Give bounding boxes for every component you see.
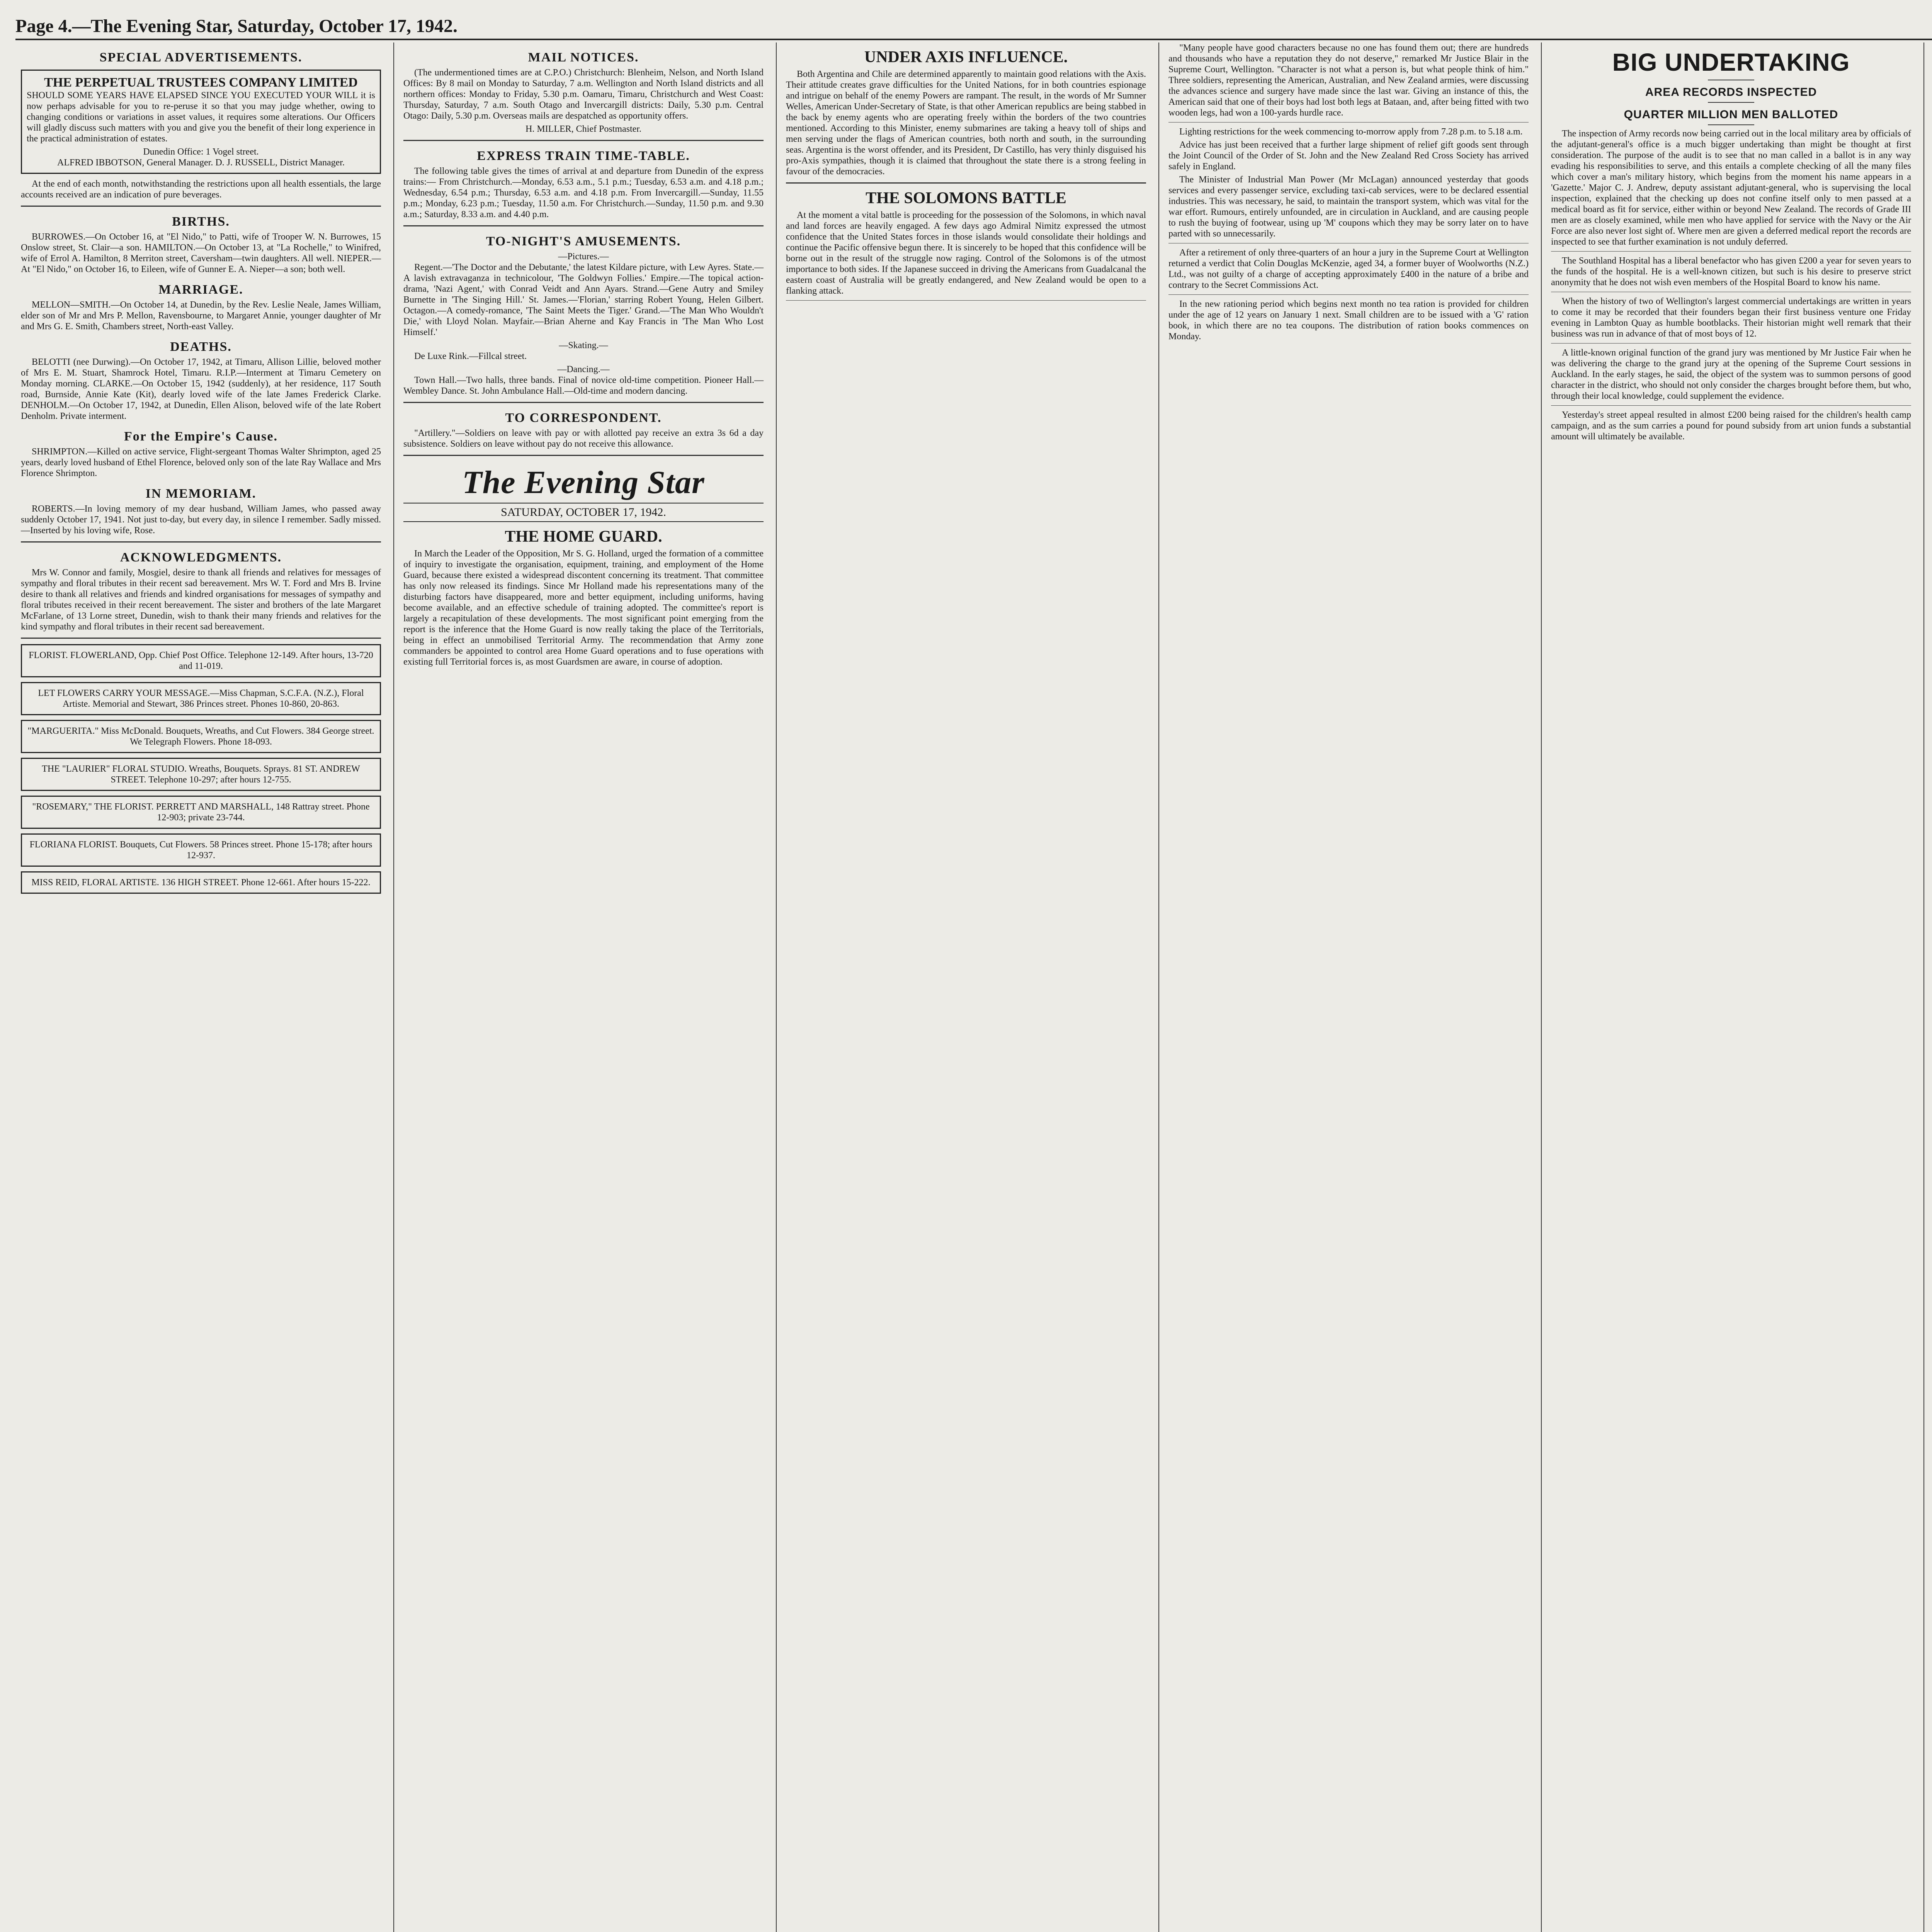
trustees-advertisement	[21, 70, 381, 174]
street-appeal-note: Yesterday's street appeal resulted in almost £200 being raised for the children's health camp campaign, and as the sum carries a pound for pound subsidy from art union funds a substantial amount will ultimately be available.	[1551, 410, 1911, 442]
florist-ad-rosemary: "ROSEMARY," THE FLORIST. PERRETT AND MARSHALL, 148 Rattray street. Phone 12-903; private 23-744.	[21, 796, 381, 829]
marriage-heading: MARRIAGE.	[158, 282, 243, 297]
deaths-heading: DEATHS.	[170, 340, 232, 354]
lighting-note: Lighting restrictions for the week commencing to-morrow apply from 7.28 p.m. to 5.18 a.m.	[1179, 127, 1523, 137]
home-guard-text: In March the Leader of the Opposition, Mr S. G. Holland, urged the formation of a committee of inquiry to investigate the organisation, equipment, training, and employment of the Home Guard, because there existed a widespread discontent concerning its treatment. That committee has only now released its findings. Since Mr Holland made his representations many of the disturbing factors have disappeared, more and better equipment, including uniforms, having become available, and an effective schedule of training adopted. The committee's report is largely a recapitulation of these developments. The most significant point emerging from the report is the inference that the Home Guard is now really taking the place of the Territorials, being in effect an unmobilised Territorial Army. The recommendation that Army zone commanders be appointed to control area Home Guard operations and to fuse operations with existing full Territorial forces is, as most Guardsmen are aware, in course of adoption.	[403, 549, 764, 667]
masthead: The Evening Star	[462, 464, 705, 500]
area-records-subheading: AREA RECORDS INSPECTED	[1645, 86, 1817, 99]
character-note: "Many people have good characters because no one has found them out; there are hundreds and thousands who have a reputation they do not deserve," remarked Mr Justice Blair in the Supreme Court, Wellington. "Character is not what a person is, but what people think of him." Three soldiers, representing the American, Australian, and New Zealand armies, were discussing the advances science and surgery have made since the last war. Giving an instance of this, the American said that one of their boys had lost both legs at Bataan, and, after being fitted with two wooden legs, had won a 100-yards hurdle race.	[1168, 43, 1529, 118]
mail-signature: H. MILLER, Chief Postmaster.	[526, 124, 641, 134]
train-heading: EXPRESS TRAIN TIME-TABLE.	[477, 149, 690, 163]
births-heading: BIRTHS.	[172, 214, 230, 229]
column-notices-editorial	[398, 43, 769, 1932]
florist-ad-floriana: FLORIANA FLORIST. Bouquets, Cut Flowers. 58 Princes street. Phone 15-178; after hours 12-937.	[21, 833, 381, 867]
births-text: BURROWES.—On October 16, at "El Nido," to Patti, wife of Trooper W. N. Burrowes, 15 Onslow street, St. Clair—a son. HAMILTON.—On October 13, at "La Rochelle," to Winifred, wife of Errol A. Hamilton, 8 Merriton street, Caversham—twin daughters. All well. NIEPER.—At "El Nido," on October 16, to Eileen, wife of Gunner E. A. Nieper—a son; both well.	[21, 232, 381, 274]
marriage-text: MELLON—SMITH.—On October 14, at Dunedin, by the Rev. Leslie Neale, James William, elder son of Mr and Mrs P. Mellon, Ravensbourne, to Margaret Annie, younger daughter of Mr and Mrs G. E. Smith, Chambers street, North-east Valley.	[21, 300, 381, 332]
column-rule	[1541, 43, 1542, 1932]
amusements-heading: TO-NIGHT'S AMUSEMENTS.	[486, 234, 681, 248]
big-undertaking-heading: BIG UNDERTAKING	[1612, 48, 1850, 76]
train-text: The following table gives the times of arrival at and departure from Dunedin of the express trains:— From Christchurch.—Monday, 6.53 a.m., 5.1 p.m.; Tuesday, 6.53 a.m. and 4.18 p.m.; Wednesday, 6.54 p.m.; Thursday, 6.53 a.m. and 4.18 p.m. From Invercargill.—Sunday, 11.55 p.m.; Monday, 6.23 p.m.; Tuesday, 11.50 a.m. For Christchurch.—Sunday, 11.50 p.m. and 9.30 a.m.; Saturday, 8.33 a.m. and 4.40 p.m.	[403, 166, 764, 219]
trustees-title: THE PERPETUAL TRUSTEES COMPANY LIMITED	[44, 75, 358, 90]
florist-ad-laurier: THE "LAURIER" FLORAL STUDIO. Wreaths, Bouquets. Sprays. 81 ST. ANDREW STREET. Telephone 10-297; after hours 12-755.	[21, 758, 381, 791]
big-undertaking-text: The inspection of Army records now being carried out in the local military area by officials of the adjutant-general's office is a much bigger undertaking than might be thought at first consideration. The purpose of the audit is to see that no man called in a ballot is in any way evading his responsibilities to serve, and this entails a complete checking of all the many files which cover a man's military history, which begins from the moment his name appears in a 'Gazette.' Major C. J. Andrew, deputy assistant adjutant-general, who is supervising the local inspection, explained that the checking up does not confine itself only to men passed at a medical board as fit for service, either within or beyond New Zealand. The records of Grade III men are as closely examined, while men who have applied for service with the Navy or the Air Force are also never lost sight of. Where men are given a deferred medical report the records are inspected to see that further examination is not unduly deferred.	[1551, 129, 1911, 247]
notice-text: At the end of each month, notwithstanding the restrictions upon all health essentials, the large accounts received are an indication of pure beverages.	[21, 179, 381, 200]
rationing-note: In the new rationing period which begins next month no tea ration is provided for children under the age of 12 years on January 1 next. Small children are to be issued with a 'G' ration book, in which there are no tea coupons. The distribution of ration books commences on Monday.	[1168, 299, 1529, 342]
florist-ad-marguerita: "MARGUERITA." Miss McDonald. Bouquets, Wreaths, and Cut Flowers. 384 George street. We Telegraph Flowers. Phone 18-093.	[21, 720, 381, 753]
dancing-text: Town Hall.—Two halls, three bands. Final of novice old-time competition. Pioneer Hall.—Wembley Dance. St. John Ambulance Hall.—Old-time and modern dancing.	[403, 375, 764, 396]
bootblacks-note: When the history of two of Wellington's largest commercial undertakings are written in years to come it may be recorded that their founders began their first business venture one Friday evening in Lambton Quay as humble bootblacks. Their historian might well remark that their business was run in advance of that of most boys of 12.	[1551, 296, 1911, 339]
memoriam-heading: IN MEMORIAM.	[145, 486, 257, 501]
forces-heading: For the Empire's Cause.	[124, 429, 278, 444]
column-rule	[393, 43, 394, 1932]
skating-text: De Luxe Rink.—Fillcal street.	[414, 351, 527, 361]
southland-note: The Southland Hospital has a liberal benefactor who has given £200 a year for seven years to the funds of the hospital. He is a well-known citizen, but such is his desire to preserve strict anonymity that he does not wish even members of the Hospital Board to know his name.	[1551, 256, 1911, 287]
solomons-text: At the moment a vital battle is proceeding for the possession of the Solomons, in which naval and land forces are heavily engaged. A few days ago Admiral Nimitz expressed the utmost confidence that the United States forces in those islands would consolidate their holdings and continue the Pacific offensive begun there. It is sincerely to be hoped that this confidence will be borne out in the result of the struggle now raging. Control of the Solomons is of the utmost importance to both sides. If the Japanese succeed in driving the Americans from Guadalcanal the eastern coast of Australia will be greatly endangered, and New Zealand would be open to a flanking attack.	[786, 210, 1146, 296]
correspondent-text: "Artillery."—Soldiers on leave with pay or with allotted pay receive an extra 3s 6d a day subsistence. Soldiers on leave without pay do not receive this allowance.	[403, 428, 764, 449]
column-editorials	[781, 43, 1151, 1932]
deaths-text: BELOTTI (nee Durwing).—On October 17, 1942, at Timaru, Allison Lillie, beloved mother of Mrs E. M. Stuart, Shamrock Hotel, Timaru. R.I.P.—Interment at Timaru Cemetery on Monday morning. CLARKE.—On October 15, 1942 (suddenly), at her residence, 117 South road, Burnside, Annie Kate (Kit), dearly loved wife of the late James Frederick Clarke. DENHOLM.—On October 17, 1942, at Dunedin, Ellen Alison, beloved wife of the late Robert Denholm. Private interment.	[21, 357, 381, 421]
trustees-office: Dunedin Office: 1 Vogel street.	[143, 147, 259, 157]
acknowledgments-heading: ACKNOWLEDGMENTS.	[120, 550, 282, 565]
dancing-heading: —Dancing.—	[557, 364, 610, 374]
mail-heading: MAIL NOTICES.	[528, 50, 639, 65]
home-guard-heading: THE HOME GUARD.	[505, 528, 662, 546]
pictures-text: Regent.—'The Doctor and the Debutante,' the latest Kildare picture, with Lew Ayres. State.—A lavish extravaganza in technicolour, 'The Goldwyn Follies.' Empire.—The topical action-drama, 'Nazi Agent,' with Conrad Veidt and Ann Ayars. Strand.—Gene Autry and Smiley Burnette in 'The Singing Hill.' St. James.—'Florian,' starring Robert Young, Helen Gilbert. Octagon.—A comedy-romance, 'The Saint Meets the Tiger.' Grand.—'The Man Who Wouldn't Die,' with Lloyd Nolan. Mayfair.—Brian Aherne and Kay Francis in 'The Man Who Lost Himself.'	[403, 262, 764, 337]
bribe-note: After a retirement of only three-quarters of an hour a jury in the Supreme Court at Wellington returned a verdict that Colin Douglas McKenzie, aged 34, a former buyer of Woolworths (N.Z.) Ltd., was not guilty of a charge of accepting approximately £400 in the nature of a bribe and contrary to the Secret Commissions Act.	[1168, 248, 1529, 290]
gift-note: Advice has just been received that a further large shipment of relief gift goods sent through the Joint Council of the Order of St. John and the New Zealand Red Cross Society has arrived safely in England.	[1168, 140, 1529, 172]
folio-text: Page 4.—The Evening Star, Saturday, October 17, 1942.	[15, 16, 458, 36]
manpower-note: The Minister of Industrial Man Power (Mr McLagan) announced yesterday that goods services and every passenger service, excluding taxi-cab services, were to be declared essential industries. This was necessary, he said, to maintain the transport system, which was vital for the war effort. Rumours, entirely unfounded, are in circulation in Auckland, and are causing people to rush the buying of footwear, using up 'M' coupons which they may be sorry later on to have parted with so unnecessarily.	[1168, 175, 1529, 239]
page-folio	[15, 15, 1932, 40]
florist-ad-flowerland: FLORIST. FLOWERLAND, Opp. Chief Post Office. Telephone 12-149. After hours, 13-720 and 11-019.	[21, 644, 381, 677]
column-right	[1928, 43, 1932, 1932]
correspondent-heading: TO CORRESPONDENT.	[505, 411, 662, 425]
section-title: SPECIAL ADVERTISEMENTS.	[99, 50, 303, 65]
trustees-body: SHOULD SOME YEARS HAVE ELAPSED SINCE YOU EXECUTED YOUR WILL it is now perhaps advisable for you to re-peruse it so that you may judge whether, owing to changing conditions or variations in asset values, it requires some alterations. Our Officers will gladly discuss such matters with you and give you the benefit of their long experience in the practical administration of estates.	[27, 90, 375, 144]
trustees-manager: ALFRED IBBOTSON, General Manager. D. J. RUSSELL, District Manager.	[57, 158, 345, 168]
quarter-million-subheading: QUARTER MILLION MEN BALLOTED	[1624, 108, 1838, 121]
grand-jury-note: A little-known original function of the grand jury was mentioned by Mr Justice Fair when he was delivering the charge to the grand jury at the opening of the Supreme Court sessions in Auckland. In the early stages, he said, the object of the system was to summon persons of good character in the district, who should not only consider the charges brought before them, but who, through their local knowledge, could supplement the evidence.	[1551, 348, 1911, 401]
column-army-records	[1546, 43, 1917, 1932]
acknowledgments-text: Mrs W. Connor and family, Mosgiel, desire to thank all friends and relatives for messages of sympathy and floral tributes in their recent sad bereavement. Mrs W. T. Ford and Mrs B. Irvine desire to thank all relatives and friends and kindred organisations for messages of sympathy and floral tributes received in their recent bereavement. The sister and brothers of the late Margaret McFarlane, of 13 Lorne street, Dunedin, wish to thank their many friends and relatives for the kind sympathy and floral tributes in their recent sad bereavement.	[21, 568, 381, 632]
axis-text: Both Argentina and Chile are determined apparently to maintain good relations with the Axis. Their attitude creates grave difficulties for the United Nations, for in both countries espionage and intrigue on behalf of the enemy Powers are rampant. The result, in the words of Mr Sumner Welles, American Under-Secretary of State, is that other American republics are being stabbed in the back by enemy agents who are operating freely within the borders of the two countries mentioned. According to this Minister, enemy submarines are taking a heavy toll of ships and men serving under the flags of American countries, both north and south, in the surrounding seas. Argentina is the worst offender, and its President, Dr Castillo, has very thinly disguised his pro-Axis sympathies, though it is claimed that throughout the state there is a strong feeling in favour of the democracies.	[786, 69, 1146, 177]
column-rule	[1158, 43, 1159, 1932]
newspaper-page	[15, 15, 1932, 1932]
column-notes	[1163, 43, 1534, 1932]
column-rule	[776, 43, 777, 1932]
masthead-date: SATURDAY, OCTOBER 17, 1942.	[403, 503, 764, 522]
mail-text: (The undermentioned times are at C.P.O.) Christchurch: Blenheim, Nelson, and North Island Offices: By 8 mail on Monday to Saturday, 7 a.m. Wellington and North Island districts and all northern offices: Monday to Friday, 5.30 p.m. Oamaru, Timaru, Christchurch and West Coast: Thursday, Saturday, 7 a.m. South Otago and Invercargill districts: Daily, 5.30 p.m. Central Otago: Daily, 5.30 p.m. Overseas mails are despatched as opportunity offers.	[403, 68, 764, 121]
solomons-heading: THE SOLOMONS BATTLE	[866, 189, 1066, 207]
axis-heading: UNDER AXIS INFLUENCE.	[864, 48, 1068, 66]
florist-ad-chapman: LET FLOWERS CARRY YOUR MESSAGE.—Miss Chapman, S.C.F.A. (N.Z.), Floral Artiste. Memorial and Stewart, 386 Princes street. Phones 10-860, 20-863.	[21, 682, 381, 715]
column-advertisements	[15, 43, 386, 1932]
column-rule	[1923, 43, 1924, 1932]
florist-ad-reid: MISS REID, FLORAL ARTISTE. 136 HIGH STREET. Phone 12-661. After hours 15-222.	[21, 871, 381, 894]
memoriam-text: ROBERTS.—In loving memory of my dear husband, William James, who passed away suddenly October 17, 1941. Not just to-day, but every day, in silence I remember. Sadly missed. —Inserted by his loving wife, Rose.	[21, 504, 381, 536]
pictures-heading: —Pictures.—	[558, 252, 609, 262]
forces-text: SHRIMPTON.—Killed on active service, Flight-sergeant Thomas Walter Shrimpton, aged 25 years, dearly loved husband of Ethel Florence, beloved only son of the late Ray Wallace and Mrs Florence Shrimpton.	[21, 447, 381, 478]
skating-heading: —Skating.—	[559, 340, 608, 350]
